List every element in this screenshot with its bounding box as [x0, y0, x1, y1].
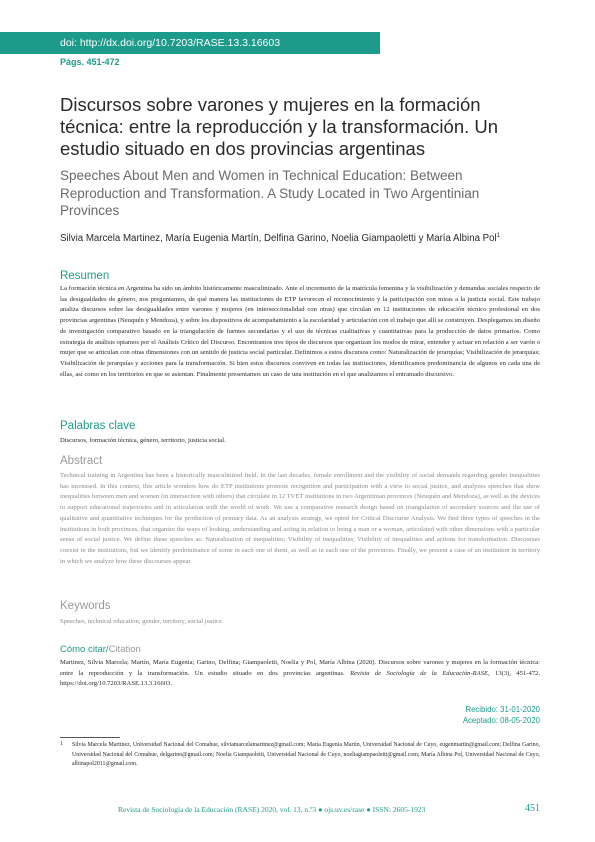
received-date: Recibido: 31-01-2020 [465, 705, 540, 714]
keywords-text: Speeches, technical education, gender, territory, social justice. [60, 618, 224, 625]
citation-tail[interactable]: , 13(3), 451-472. https://doi.org/10.7203/RASE.13.3.16603. [60, 669, 541, 688]
page-range: Págs. 451-472 [60, 57, 120, 67]
abstract-heading: Abstract [60, 455, 103, 467]
citation-heading [60, 644, 141, 655]
authors-footnote-ref[interactable]: 1 [496, 233, 501, 239]
abstract-text: Technical training in Argentina has been a historically masculinized field. In the last decades, female enrollment and the visibility of social demands regarding gender inequalities has increased. In this context, this article wonders how do ETP institutions promote recognition and participation with a view to social justice, and analyzes speeches that show inequalities between men and women (in intersection with others) that circulate in 12 TVET institutions in two Argentinian provinces (Neuquén and Mendoza), as well as the devices to support educational trajectories and in articulation with the world of work. We use a comparative research design based on triangulation of secondary sources and the use of qualitative and quantitative techniques for the production of primary data. As an analysis strategy, we opted for Critical Discourse Analysis. We find three types of speeches in the institutions in both provinces, that organize the ways of looking, understanding and acting in relation to being a man or a woman, articulated with other dimensions with a particular sense of social justice. We define these speeches as: Naturalization of inequalities; Visibility of inequalities; Visibility of inequalities and actions for transformation. Discourses coexist in the institutions, but we identify predominance of some in each one of them, as well as in each one of the provinces. Finally, we present a case of an institution in territory in which we analyze how these discourses appear. [60, 472, 540, 565]
palabras-clave-text: Discursos, formación técnica, género, territorio, justicia social. [60, 437, 226, 444]
resumen-heading: Resumen [60, 270, 110, 282]
title-english: Speeches About Men and Women in Technical Education: Between Reproduction and Transformation. A Study Located in Two Argentinian Provinces [60, 168, 480, 218]
footnote-text: Silvia Marcela Martinez, Universidad Nacional del Comahue, silviamarcelamartinez@gmail.com; María Eugenia Martín, Universidad Nacional de Cuyo, eugenmartin@gmail.com; Delfina Garino, Universidad Nacional del Comahue, delgarino@gmail.com; Noelia Giampaoletti, Universidad Nacional de Cuyo, noeliagiampaoletti@gmail.com; María Albina Pol, Universidad Nacional de Cuyo, albinapol2011@gmail.com. [72, 742, 540, 767]
journal-footer: Revista de Sociología de la Educación (RASE) 2020, vol. 13, n.º3 ● ojs.uv.es/rase ● ISSN: 2605-1923 [118, 805, 426, 814]
title-spanish: Discursos sobre varones y mujeres en la formación técnica: entre la reproducción y la transformación. Un estudio situado en dos provincias argentinas [60, 94, 499, 159]
citation-journal: Revista de Sociología de la Educación-RASE [350, 669, 489, 677]
accepted-date: Aceptado: 08-05-2020 [462, 716, 540, 725]
resumen-text: La formación técnica en Argentina ha sido un ámbito históricamente masculinizado. Ante el incremento de la matrícula femenina y la visibilización y demandas sociales respecto de las desigualdades de género, nos preguntamos, de qué manera las instituciones de ETP favorecen el reconocimiento y la participación con miras a la justicia social. Este trabajo analiza discursos sobre las desigualdades entre varones y mujeres (en interseccionalidad con otras) que circulan en 12 instituciones de educación técnico profesional en dos provincias argentinas (Neuquén y Mendoza), y sobre los dispositivos de acompañamiento a la escolaridad y articulación con el trabajo que allí se construyen. Desplegamos un diseño de investigación comparativo basado en la triangulación de fuentes secundarias y el uso de técnicas cualitativas y cuantitativas para la producción de datos primarios. Como estrategia de análisis optamos por el Análisis Crítico del Discurso. Encontramos tres tipos de discursos que organizan los modos de mirar, entender y actuar en relación a ser varón o mujer que se articulan con otras dimensiones con un sentido de justicia social particular. Definimos a estos discursos como: Naturalización de jerarquías; Visibilización de jerarquías; Visibilización de jerarquías y acciones para la transformación. Si bien estos discursos conviven en todas las instituciones, identificamos predominancia de algunos en cada una de ellas, así como en los territorios en que se asientan. Finalmente presentamos un caso de una institución en el que analizamos el entramado discursivo. [60, 285, 540, 378]
citation-heading-en: Citation [108, 644, 141, 655]
citation-text [60, 658, 540, 690]
palabras-clave-heading: Palabras clave [60, 420, 136, 432]
authors [60, 233, 560, 244]
keywords-heading: Keywords [60, 600, 111, 612]
page-number: 451 [525, 803, 540, 814]
footnote-number: 1 [60, 741, 63, 747]
doi-link[interactable]: doi: http://dx.doi.org/10.7203/RASE.13.3.16603 [60, 37, 281, 49]
footnote-divider [60, 737, 120, 738]
citation-heading-es: Cómo citar/ [60, 644, 109, 655]
citation-main: Martinez, Silvia Marcela; Martín, María Eugenia; Garino, Delfina; Giampaoletti, Noelia y Pol, María Albina (2020). Discursos sobre varones y mujeres en la formación técnica: entre la reproducción y la transformación. Un estudio situado en dos provincias argentinas. [60, 659, 540, 677]
authors-names: Silvia Marcela Martinez, María Eugenia Martín, Delfina Garino, Noelia Giampaoletti y María Albina Pol [60, 233, 497, 245]
